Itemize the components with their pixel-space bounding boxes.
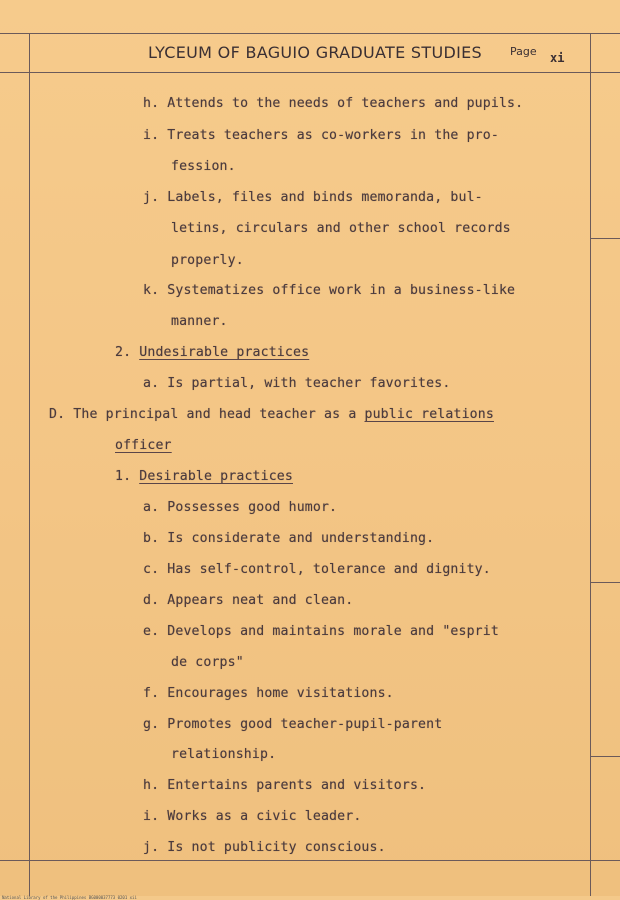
list-item-continuation: properly. [171, 253, 244, 268]
list-item: j. Labels, files and binds memoranda, bul- [143, 190, 483, 205]
list-item: c. Has self-control, tolerance and dignity. [143, 562, 491, 577]
list-item: f. Encourages home visitations. [143, 686, 394, 701]
archive-footer: National Library of the Philippines BG000037773 0201 xii [2, 895, 137, 900]
section-d-prefix: D. The principal and head teacher as a [49, 407, 357, 422]
undesirable-practices-heading: Undesirable practices [139, 345, 310, 360]
subsection-number: 1. [115, 469, 132, 484]
section-d-underlined: public relations [364, 407, 494, 422]
list-item: g. Promotes good teacher-pupil-parent [143, 717, 443, 732]
page-title: LYCEUM OF BAGUIO GRADUATE STUDIES [148, 43, 482, 62]
list-item: d. Appears neat and clean. [143, 593, 354, 608]
list-item: a. Is partial, with teacher favorites. [143, 376, 451, 391]
list-item: b. Is considerate and understanding. [143, 531, 435, 546]
section-heading [49, 407, 494, 422]
left-margin-rule [29, 33, 30, 896]
right-margin-rule [590, 33, 591, 896]
page-label: Page [510, 45, 537, 58]
list-item: e. Develops and maintains morale and "esprit [143, 624, 499, 639]
subsection-number: 2. [115, 345, 132, 360]
list-item: a. Possesses good humor. [143, 500, 338, 515]
footer-rule [0, 860, 620, 861]
section-heading-continuation: officer [115, 438, 172, 453]
list-item-continuation: de corps" [171, 655, 244, 670]
margin-tick [590, 238, 620, 239]
list-item: i. Works as a civic leader. [143, 809, 362, 824]
list-item: i. Treats teachers as co-workers in the pro- [143, 128, 499, 143]
page-number: xi [550, 51, 565, 65]
list-item: k. Systematizes office work in a business-like [143, 283, 516, 298]
subsection-heading [115, 469, 293, 484]
list-item-continuation: letins, circulars and other school records [171, 221, 511, 236]
list-item-continuation: relationship. [171, 747, 277, 762]
list-item-continuation: manner. [171, 314, 228, 329]
list-item: h. Entertains parents and visitors. [143, 778, 427, 793]
list-item: h. Attends to the needs of teachers and pupils. [143, 96, 524, 111]
margin-tick [590, 582, 620, 583]
subsection-heading [115, 345, 309, 360]
list-item: j. Is not publicity conscious. [143, 840, 386, 855]
header-bottom-rule [0, 72, 620, 73]
desirable-practices-heading: Desirable practices [139, 469, 293, 484]
list-item-continuation: fession. [171, 159, 236, 174]
header-top-rule [0, 33, 620, 34]
margin-tick [590, 756, 620, 757]
